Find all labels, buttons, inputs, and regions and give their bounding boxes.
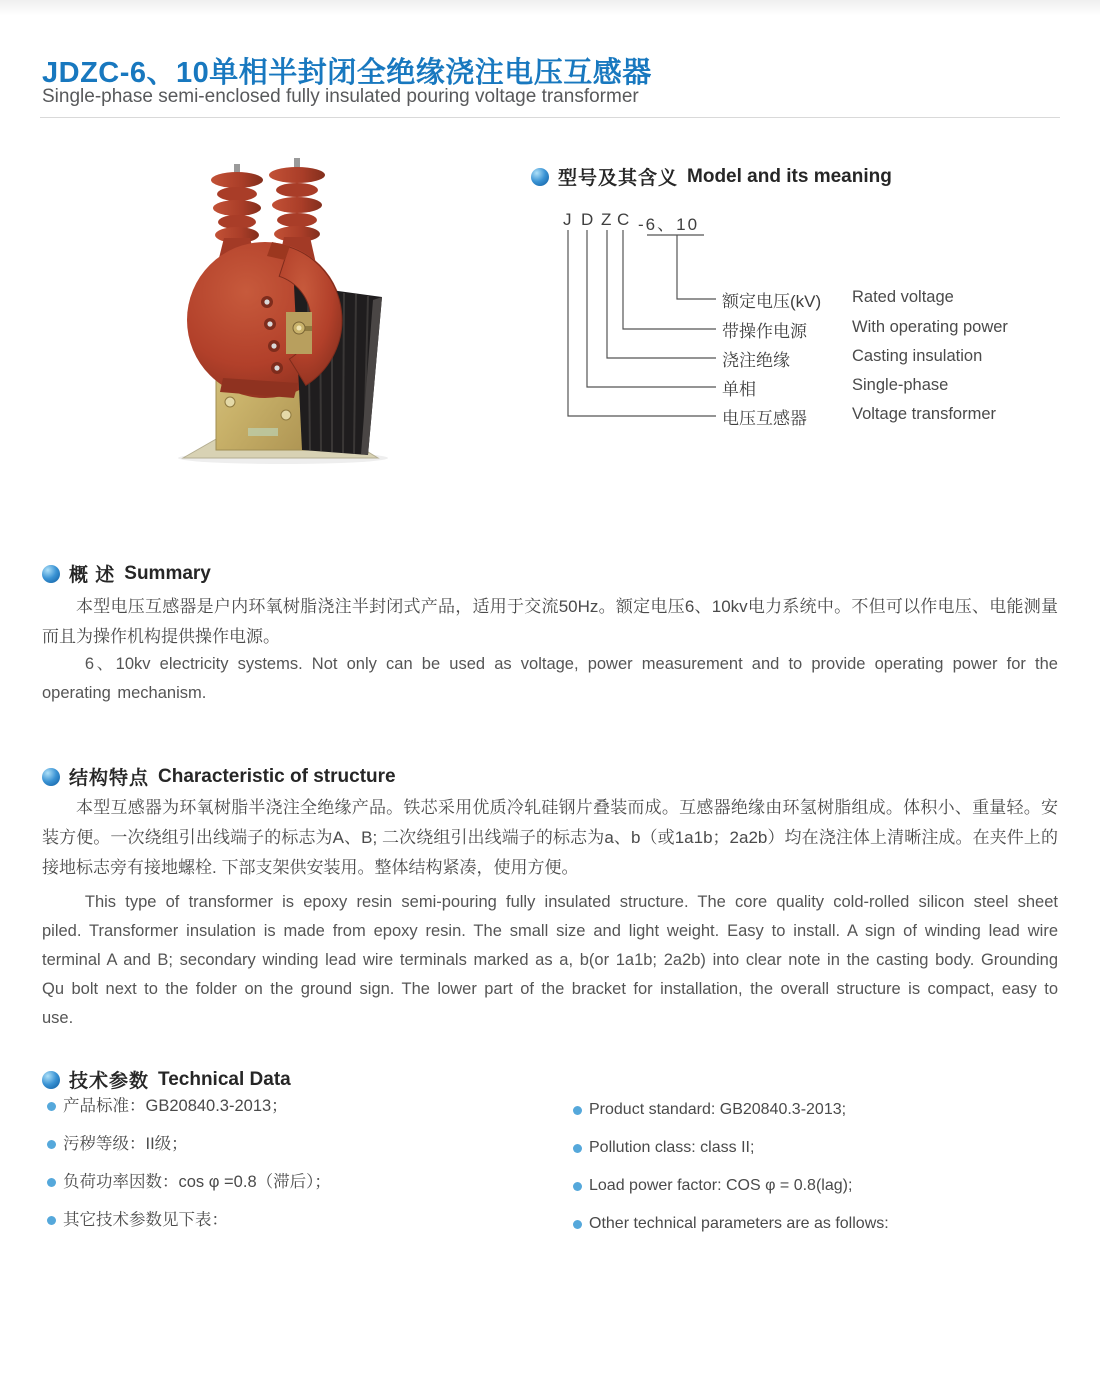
section-heading-technical [42,1066,291,1093]
bullet-dot-icon [573,1182,582,1191]
model-item-zh: 带操作电源 [722,322,807,341]
structure-heading-en: Characteristic of structure [158,765,396,787]
structure-paragraph-en: This type of transformer is epoxy resin semi-pouring fully insulated structure. The core quality cold-rolled silicon steel sheet piled. Transformer insulation is made from epoxy resin. The small size and light weight. Easy to install. A sign of winding lead wire terminal A and B; secondary winding lead wire terminals marked as a, b(or 1a1b; 2a2b) into clear note in the casting body. Grounding Qu bolt next to the folder on the ground sign. The lower part of the bracket for installation, the overall structure is compact, easy to use. [42,893,1058,1027]
model-item-zh: 电压互感器 [722,409,807,428]
model-item-zh: 额定电压(kV) [722,292,822,311]
section-bullet-icon [42,1071,60,1089]
summary-paragraph-en: 6、10kv electricity systems. Not only can be used as voltage, power measurement and to provide operating power for the operating mechanism. [42,655,1058,702]
model-item-en: Voltage transformer [852,405,996,423]
technical-heading-zh: 技术参数 [69,1071,150,1092]
bullet-dot-icon [47,1102,56,1111]
model-item-zh: 浇注绝缘 [722,351,790,370]
technical-list-left [47,1094,331,1232]
model-code-letter-d: D [581,210,594,229]
model-code-letter-j: J [563,210,572,229]
section-bullet-icon [42,768,60,786]
section-bullet-icon [531,168,549,186]
section-bullet-icon [42,565,60,583]
bullet-dot-icon [47,1178,56,1187]
model-code-letter-z: Z [601,210,612,229]
model-item-en: Single-phase [852,376,949,394]
page-top-shadow [0,0,1100,16]
bullet-dot-icon [573,1144,582,1153]
technical-item: Other technical parameters are as follows: [573,1212,889,1236]
technical-item: Load power factor: COS φ = 0.8(lag); [573,1174,889,1198]
summary-paragraph-zh: 本型电压互感器是户内环氧树脂浇注半封闭式产品，适用于交流50Hz。额定电压6、10kv电力系统中。不但可以作电压、电能测量而且为操作机构提供操作电源。 [42,597,1058,646]
technical-item: 负荷功率因数：cos φ =0.8（滞后）； [47,1170,331,1194]
summary-heading-zh: 概 述 [69,565,116,586]
technical-item: Pollution class: class II; [573,1136,889,1160]
structure-paragraph-zh: 本型互感器为环氧树脂半浇注全绝缘产品。铁芯采用优质冷轧硅钢片叠装而成。互感器绝缘由环氢树脂组成。体积小、重量轻。安装方便。一次绕组引出线端子的标志为A、B; 二次绕组引出线端子的标志为a、b（或1a1b；2a2b）均在浇注体上清晰注成。在夹件上的接地标志旁有接地螺栓. 下部支架供安装用。整体结构紧凑，使用方便。 [42,798,1058,877]
section-heading-summary [42,560,211,587]
technical-heading-en: Technical Data [158,1068,291,1090]
bullet-dot-icon [573,1106,582,1115]
structure-heading-zh: 结构特点 [69,768,150,789]
transformer-product-image [168,150,488,480]
summary-heading-en: Summary [124,562,211,584]
section-heading-structure [42,763,396,790]
page-title: JDZC-6、10单相半封闭全绝缘浇注电压互感器 [42,57,652,89]
model-heading-zh: 型号及其含义 [558,168,679,189]
model-code-letter-c: C [617,210,630,229]
technical-item: 其它技术参数见下表： [47,1208,331,1232]
technical-item: 污秽等级：II级； [47,1132,331,1156]
technical-list-right [573,1098,889,1236]
technical-item: 产品标准：GB20840.3-2013； [47,1094,331,1118]
header-divider [40,117,1060,118]
model-item-en: With operating power [852,318,1008,336]
model-heading-en: Model and its meaning [687,165,892,187]
bullet-dot-icon [47,1140,56,1149]
model-item-en: Rated voltage [852,288,954,306]
model-code-suffix: -6、10 [638,215,700,234]
bullet-dot-icon [573,1220,582,1229]
section-heading-model [531,163,892,190]
technical-item: Product standard: GB20840.3-2013; [573,1098,889,1122]
bullet-dot-icon [47,1216,56,1225]
model-item-zh: 单相 [722,380,756,399]
model-item-en: Casting insulation [852,347,983,365]
page-subtitle: Single-phase semi-enclosed fully insulated pouring voltage transformer [42,86,639,107]
